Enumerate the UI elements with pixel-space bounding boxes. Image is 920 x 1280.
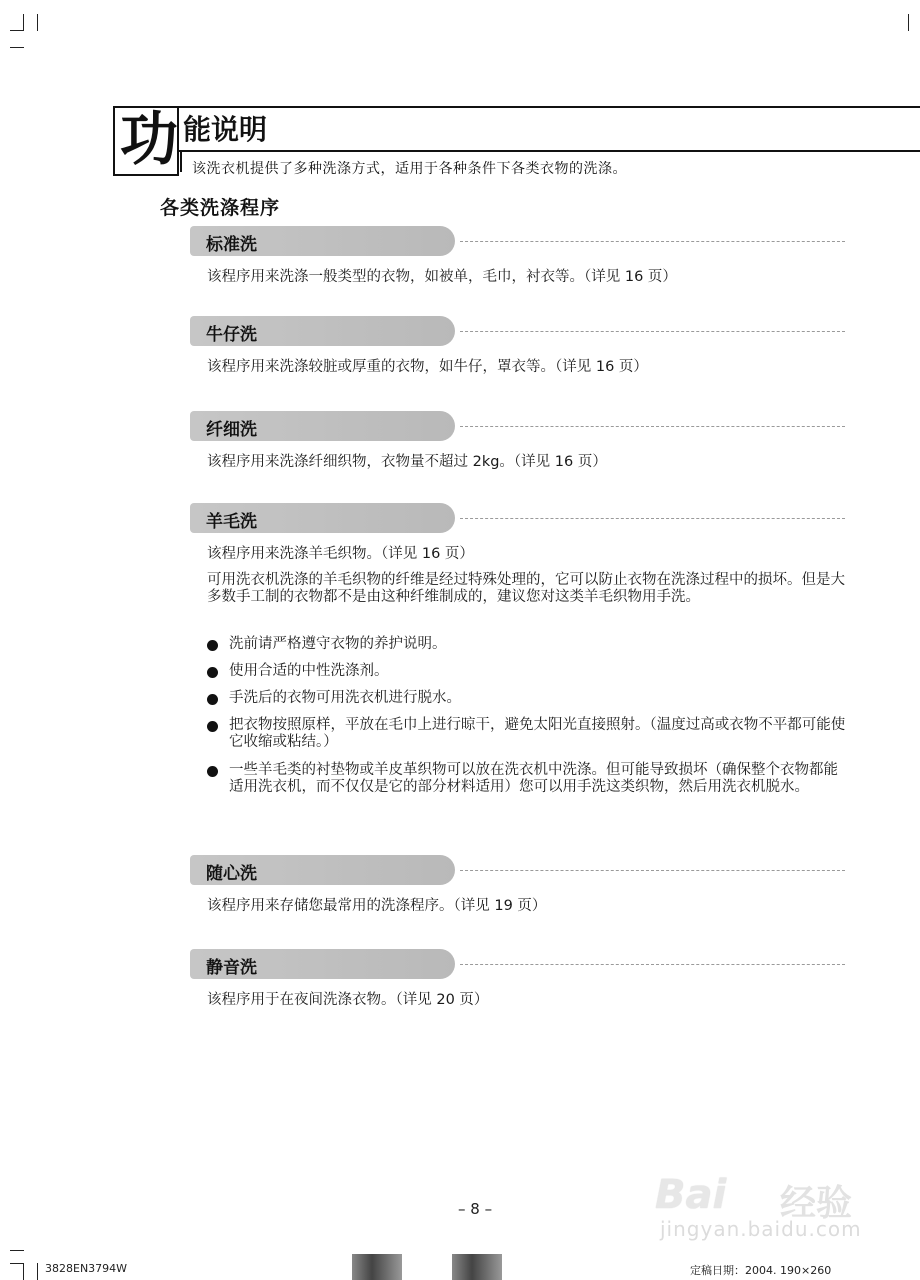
dashed-divider: [460, 241, 845, 242]
bullet-text: 使用合适的中性洗涤剂。: [229, 663, 389, 679]
program-label: 随心洗: [206, 864, 257, 884]
bullet-text: 手洗后的衣物可用洗衣机进行脱水。: [229, 690, 461, 706]
wool-paragraph: 可用洗衣机洗涤的羊毛织物的纤维是经过特殊处理的，它可以防止衣物在洗涤过程中的损坏。但是大多数手工制的衣物都不是由这种纤维制成的，建议您对这类羊毛织物用手洗。: [207, 572, 845, 605]
program-label: 牛仔洗: [206, 325, 257, 345]
section-heading: 各类洗涤程序: [160, 197, 281, 219]
dashed-divider: [460, 870, 845, 871]
program-label: 标准洗: [206, 235, 257, 255]
program-label: 纤细洗: [206, 420, 257, 440]
page-number: – 8 –: [458, 1200, 493, 1218]
program-desc: 该程序用来洗涤较脏或厚重的衣物，如牛仔，罩衣等。（详见 16 页）: [207, 359, 648, 375]
program-desc: 该程序用来洗涤一般类型的衣物，如被单，毛巾，衬衣等。（详见 16 页）: [207, 269, 677, 285]
bullet-icon: [207, 640, 218, 651]
bullet-icon: [207, 766, 218, 777]
title-rule: [175, 106, 920, 108]
program-desc: 该程序用来存储您最常用的洗涤程序。（详见 19 页）: [207, 898, 547, 914]
watermark-brand: Bai: [655, 1172, 727, 1218]
crop-mark: [908, 14, 909, 31]
bullet-text: 洗前请严格遵守衣物的养护说明。: [229, 636, 447, 652]
watermark-brand-suffix: 经验: [780, 1183, 853, 1224]
dashed-divider: [460, 964, 845, 965]
footer-date: 定稿日期：2004. 190×260: [690, 1264, 832, 1277]
page-subtitle: 该洗衣机提供了多种洗涤方式，适用于各种条件下各类衣物的洗涤。: [192, 161, 627, 177]
title-rule: [175, 150, 920, 152]
title-rule: [180, 152, 182, 172]
dashed-divider: [460, 518, 845, 519]
program-desc: 该程序用于在夜间洗涤衣物。（详见 20 页）: [207, 992, 489, 1008]
bullet-text: 把衣物按照原样，平放在毛巾上进行晾干，避免太阳光直接照射。（温度过高或衣物不平都可能使它收缩或粘结。）: [229, 717, 846, 750]
bullet-icon: [207, 694, 218, 705]
crop-mark: [10, 1263, 24, 1264]
program-label: 羊毛洗: [206, 512, 257, 532]
watermark-url: jingyan.baidu.com: [660, 1217, 862, 1241]
crop-mark: [23, 14, 24, 31]
bullet-icon: [207, 667, 218, 678]
dashed-divider: [460, 426, 845, 427]
crop-mark: [10, 1250, 24, 1251]
program-label: 静音洗: [206, 958, 257, 978]
footer-code: 3828EN3794W: [45, 1262, 128, 1275]
registration-mark: [452, 1254, 502, 1280]
bullet-text: 一些羊毛类的衬垫物或羊皮革织物可以放在洗衣机中洗涤。但可能导致损坏（确保整个衣物都能适用洗衣机，而不仅仅是它的部分材料适用）您可以用手洗这类织物，然后用洗衣机脱水。: [229, 762, 838, 795]
crop-mark: [10, 47, 24, 48]
bullet-icon: [207, 721, 218, 732]
program-desc: 该程序用来洗涤纤细织物，衣物量不超过 2kg。（详见 16 页）: [207, 454, 607, 470]
page-title: 能说明: [183, 113, 268, 146]
crop-mark: [37, 14, 38, 31]
crop-mark: [37, 1263, 38, 1280]
title-big-char: 功: [120, 105, 179, 173]
crop-mark: [10, 30, 24, 31]
crop-mark: [23, 1263, 24, 1280]
registration-mark: [352, 1254, 402, 1280]
program-desc: 该程序用来洗涤羊毛织物。（详见 16 页）: [207, 546, 474, 562]
dashed-divider: [460, 331, 845, 332]
